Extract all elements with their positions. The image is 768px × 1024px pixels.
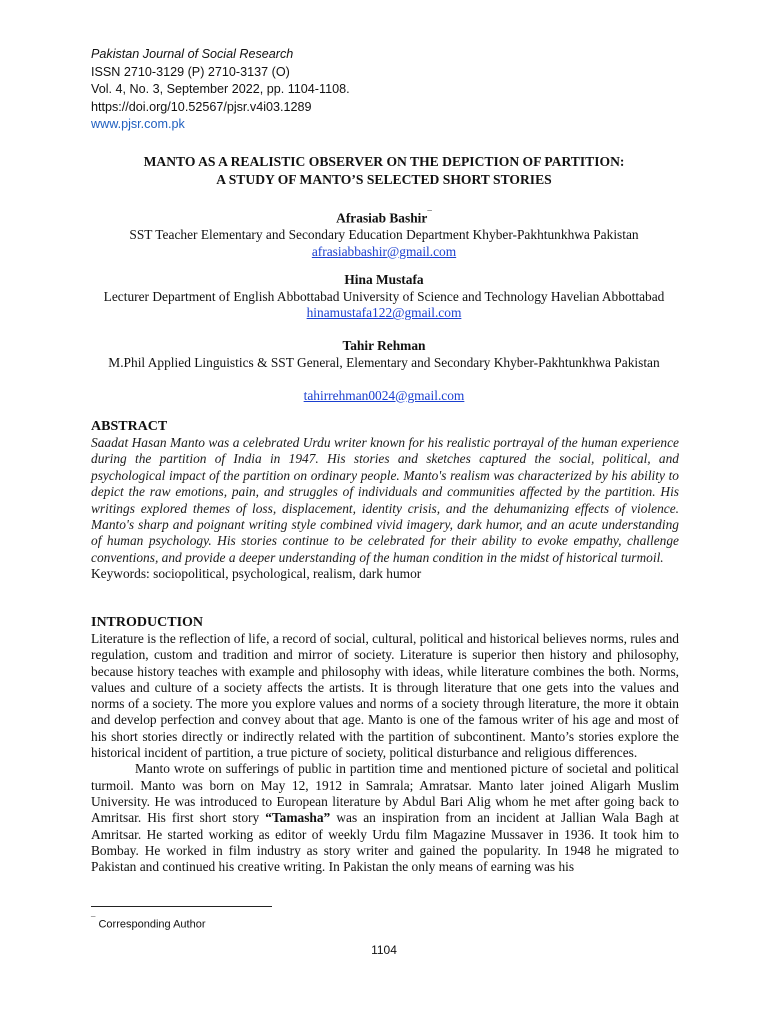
footnote-text: Corresponding Author: [98, 918, 206, 931]
keywords: Keywords: sociopolitical, psychological, realism, dark humor: [91, 566, 422, 582]
author-affiliation: M.Phil Applied Linguistics & SST General, Elementary and Secondary Khyber-Pakhtunkhwa Pakistan: [108, 354, 660, 370]
author-block-2: [60, 272, 708, 322]
footnote-marker: ¯: [91, 916, 96, 925]
author-email-link[interactable]: tahirrehman0024@gmail.com: [303, 387, 465, 403]
introduction-section: [91, 614, 679, 875]
introduction-paragraph-2: Manto wrote on sufferings of public in partition time and mentioned picture of societal and political turmoil. Manto was born on May 12, 1912 in Samrala; Amratsar. Manto later joined Aligarh Muslim University. He was introduced to European literature by Abdul Bari Alig whom he met after going back to Amritsar. His first short story “Tamasha” was an inspiration from an incident at Jallian Wala Bagh at Amritsar. He started working as editor of weekly Urdu film Magazine Mussaver in 1936. It took him to Bombay. He worked in film industry as story writer and gained the popularity. In 1948 he migrated to Pakistan and continued his creative writing. In Pakistan the only means of earning was his: [91, 761, 679, 875]
author-email-link[interactable]: hinamustafa122@gmail.com: [306, 305, 462, 321]
footnote: [91, 914, 206, 932]
author-name: Tahir Rehman: [342, 338, 426, 353]
author-block-3: [60, 338, 708, 404]
journal-volume: Vol. 4, No. 3, September 2022, pp. 1104-1108.: [91, 82, 350, 97]
footnote-divider: [91, 906, 272, 907]
author-email-link[interactable]: afrasiabbashir@gmail.com: [311, 243, 457, 259]
journal-header: [91, 46, 350, 134]
journal-website-link[interactable]: www.pjsr.com.pk: [91, 117, 185, 132]
author-block-1: [60, 206, 708, 260]
introduction-paragraph-1: Literature is the reflection of life, a record of social, cultural, political and historical believes norms, rules and regulation, custom and tradition and mirror of society. Literature is superior then history and philosophy, because history teaches with example and philosophy with ideas, while literature combines the both. Norms, values and culture of a society affects the artists. It is through literature that one gets into the values and norms of a society. The more you explore values and norms of a society through literature, the more it obtain and develop perfection and convey about that age. Manto is one of the famous writer of his age and most of his short stories directly or indirectly related with the partition of subcontinent. Manto’s stories explore the historical incident of partition, a true picture of society, political disturbance and religious differences.: [91, 631, 679, 761]
paper-title-line-1: MANTO AS A REALISTIC OBSERVER ON THE DEPICTION OF PARTITION:: [143, 154, 625, 169]
introduction-heading: INTRODUCTION: [91, 615, 204, 630]
page-number: 1104: [371, 943, 397, 957]
journal-issn: ISSN 2710-3129 (P) 2710-3137 (O): [91, 64, 290, 79]
author-affiliation: Lecturer Department of English Abbottabad University of Science and Technology Havelian Abbottabad: [103, 288, 665, 304]
abstract-heading: ABSTRACT: [91, 419, 168, 434]
author-name: Afrasiab Bashir¯: [336, 209, 432, 226]
paper-title-line-2: A STUDY OF MANTO’S SELECTED SHORT STORIES: [216, 171, 552, 187]
corresponding-author-marker: ¯: [427, 209, 432, 219]
abstract-section: [91, 418, 679, 583]
author-affiliation: SST Teacher Elementary and Secondary Education Department Khyber-Pakhtunkhwa Pakistan: [129, 227, 639, 243]
journal-doi[interactable]: https://doi.org/10.52567/pjsr.v4i03.1289: [91, 99, 312, 114]
author-name: Hina Mustafa: [344, 272, 424, 287]
paper-title: [60, 153, 708, 188]
abstract-text: Saadat Hasan Manto was a celebrated Urdu writer known for his realistic portrayal of the human experience during the partition of India in 1947. His stories and sketches captured the social, political, and psychological impact of the partition on ordinary people. Manto's realism was characterized by his ability to depict the raw emotions, pain, and struggles of individuals and communities affected by the partition. His writings explored themes of loss, displacement, identity crisis, and the dehumanizing effects of violence. Manto's sharp and poignant writing style combined vivid imagery, dark humor, and an acute understanding of human psychology. His stories continue to be celebrated for their ability to evoke empathy, challenge conventions, and provide a deeper understanding of the human condition in the midst of historical turmoil.: [91, 435, 679, 565]
journal-name: Pakistan Journal of Social Research: [91, 47, 294, 61]
story-title-tamasha: “Tamasha”: [265, 810, 331, 826]
